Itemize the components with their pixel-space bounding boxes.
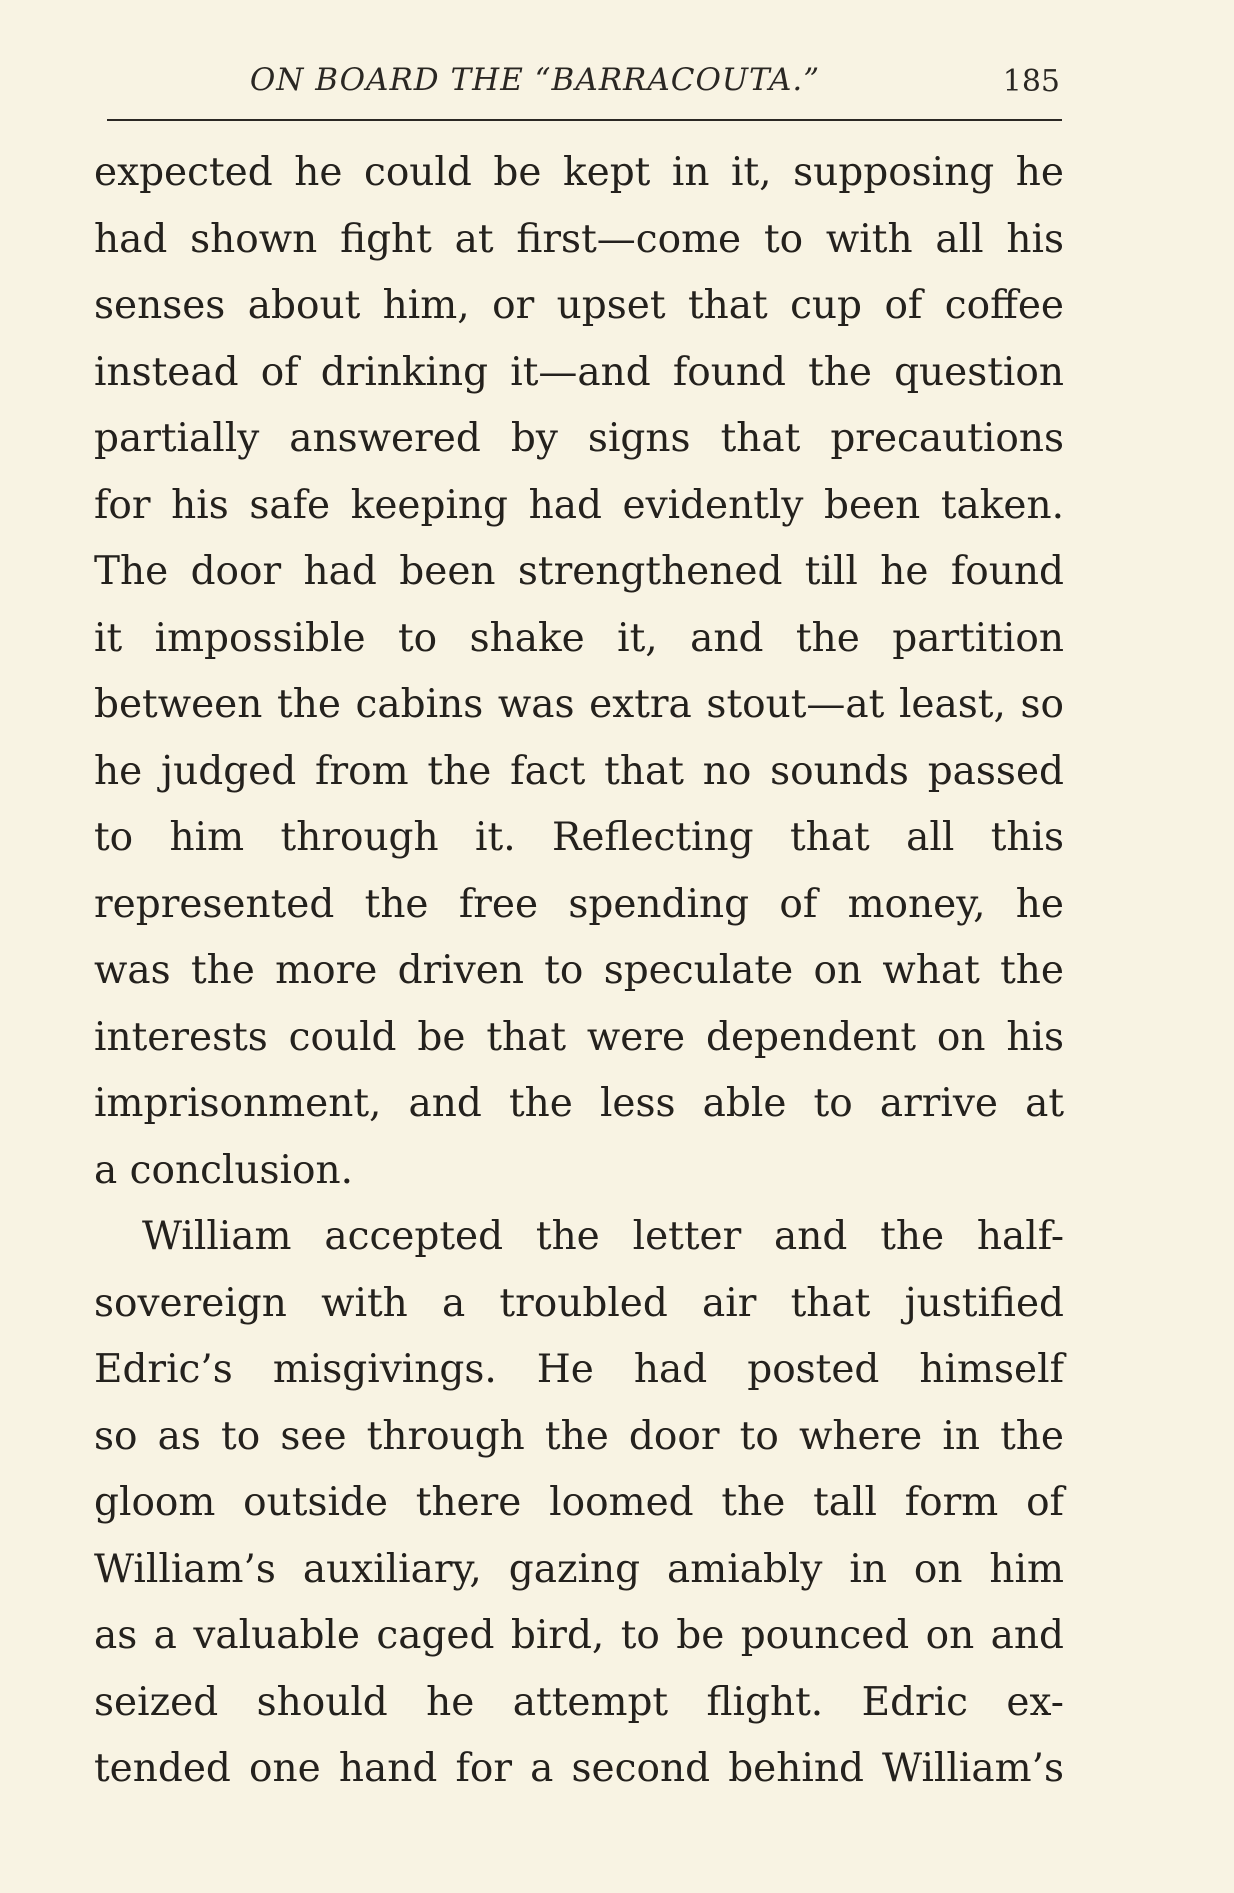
text-line: sovereign with a troubled air that justified — [94, 1280, 1064, 1326]
text-line: partially answered by signs that precautions — [94, 416, 1064, 461]
text-line: a conclusion. — [94, 1147, 354, 1193]
text-line: interests could be that were dependent on his — [94, 1014, 1064, 1060]
running-head — [100, 56, 1060, 106]
header-rule — [107, 119, 1062, 121]
text-line: gloom outside there loomed the tall form of — [94, 1480, 1064, 1525]
paragraph-2 — [94, 1204, 1064, 1803]
text-line: William accepted the letter and the half- — [142, 1214, 1064, 1259]
text-line: as a valuable caged bird, to be pounced on and — [94, 1613, 1064, 1658]
text-line: seized should he attempt flight. Edric ex- — [94, 1679, 1064, 1725]
text-line: to him through it. Reflecting that all this — [94, 815, 1064, 860]
text-line: Edric’s misgivings. He had posted himself — [94, 1347, 1064, 1392]
text-line: for his safe keeping had evidently been taken. — [94, 482, 1064, 528]
text-line: The door had been strengthened till he found — [94, 549, 1064, 594]
text-line: represented the free spending of money, he — [94, 881, 1064, 927]
body-text — [94, 140, 1064, 1803]
text-line: imprisonment, and the less able to arrive at — [94, 1081, 1064, 1126]
text-line: it impossible to shake it, and the partition — [94, 615, 1064, 661]
page-number: 185 — [1002, 64, 1060, 99]
text-line: had shown fight at first—come to with all his — [94, 216, 1064, 262]
text-line: was the more driven to speculate on what the — [94, 948, 1064, 993]
text-line: senses about him, or upset that cup of coffee — [94, 283, 1064, 328]
paragraph-1 — [94, 140, 1064, 1204]
text-line: expected he could be kept in it, supposing he — [94, 150, 1064, 195]
running-title: ON BOARD THE “BARRACOUTA.” — [249, 62, 821, 98]
text-line: he judged from the fact that no sounds passed — [94, 748, 1064, 794]
text-line: William’s auxiliary, gazing amiably in on him — [94, 1546, 1064, 1592]
text-line: so as to see through the door to where in the — [94, 1413, 1064, 1459]
text-line: between the cabins was extra stout—at least, so — [94, 682, 1064, 727]
text-line: instead of drinking it—and found the question — [94, 349, 1064, 395]
text-line: tended one hand for a second behind William’s — [94, 1746, 1064, 1791]
